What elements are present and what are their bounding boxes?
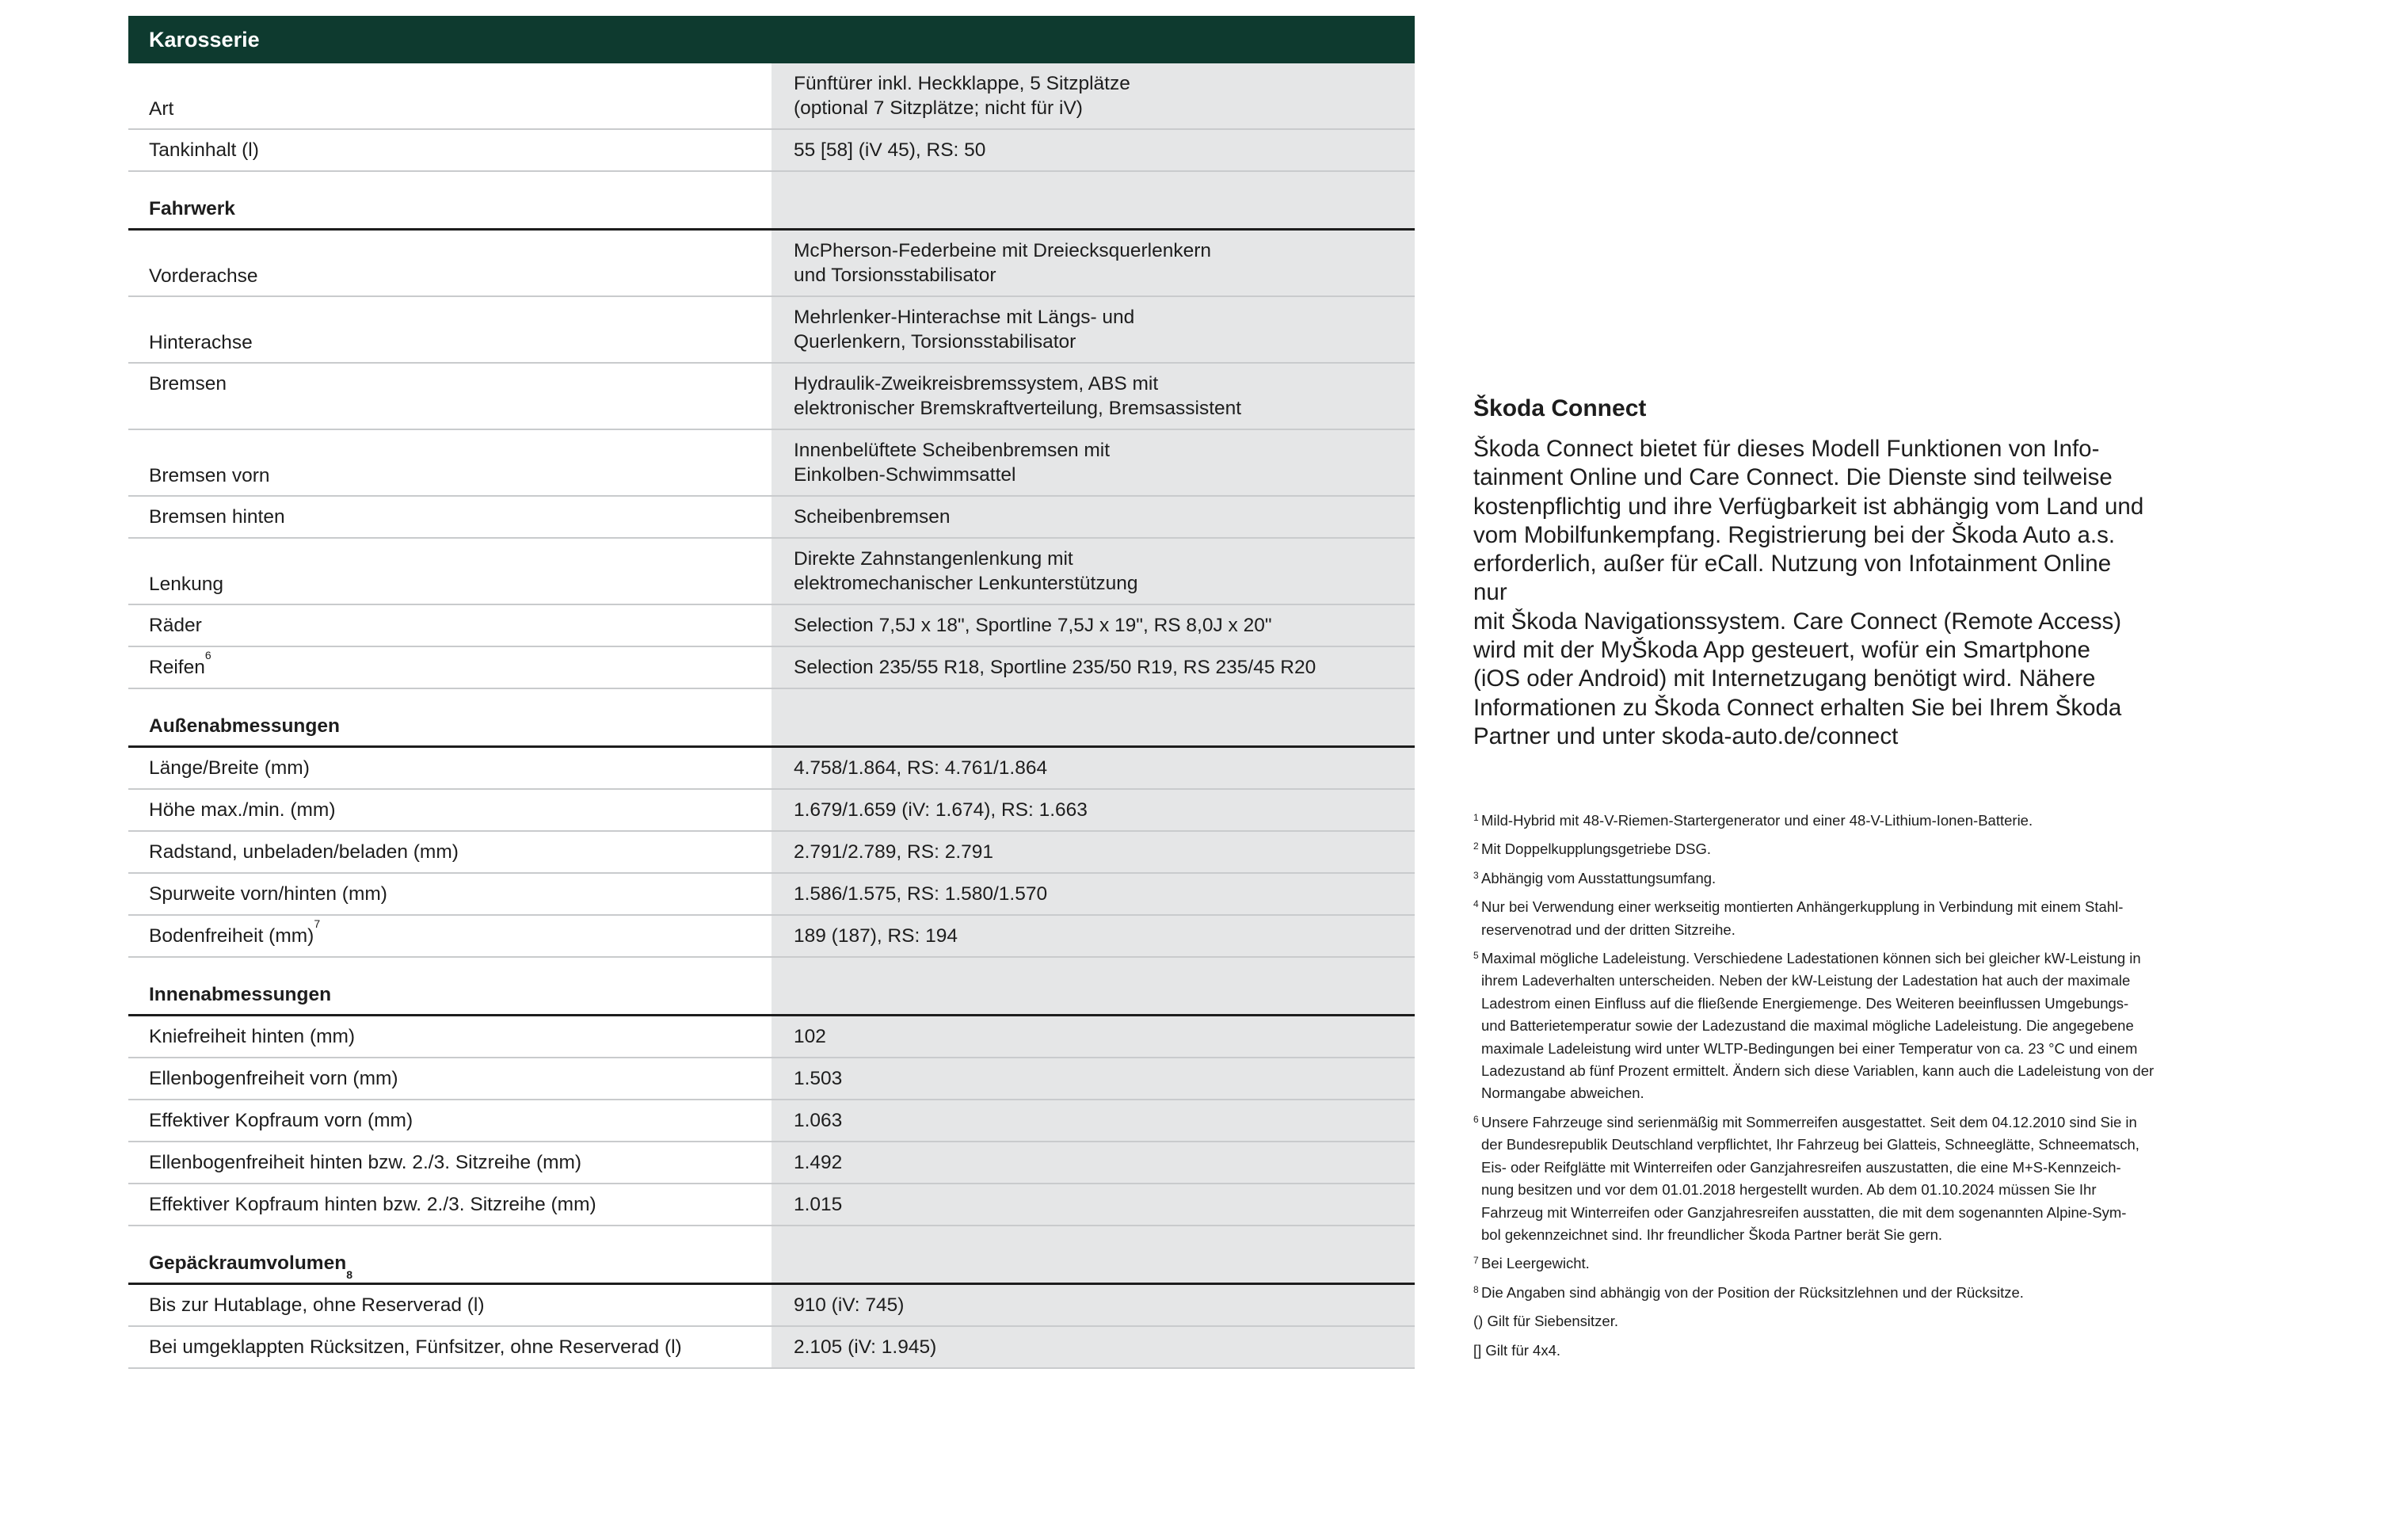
table-row: [128, 1327, 1415, 1369]
table-row: [128, 364, 1415, 430]
row-label: Effektiver Kopfraum vorn (mm): [149, 1110, 413, 1131]
table-row: [128, 1142, 1415, 1184]
section-header-gepaeckraumvolumen: Gepäckraumvolumen 8: [128, 1226, 1415, 1285]
row-label: Hinterachse: [149, 332, 253, 353]
footnote-text: () Gilt für Siebensitzer.: [1473, 1313, 1619, 1330]
row-label: Ellenbogenfreiheit hinten bzw. 2./3. Sitzreihe (mm): [149, 1152, 582, 1173]
row-label: Lenkung: [149, 574, 224, 595]
skoda-connect-text: Škoda Connect bietet für dieses Modell Funktionen von Info- tainment Online und Care Connect. Die Dienste sind teilweise kostenpflichtig und ihre Verfügbarkeit ist abhängig vom Land und vom Mobilfunkempfang. Registrierung bei der Škoda Auto a.s. erforderlich, außer für eCall. Nutzung von Infotainment Online nur mit Škoda Navigationssystem. Care Connect (Remote Access) wird mit der MyŠkoda App gesteuert, wofür ein Smartphone (iOS oder Android) mit Internetzugang benötigt wird. Nähere Informationen zu Škoda Connect erhalten Sie bei Ihrem Škoda Partner und unter skoda-auto.de/connect: [1473, 436, 2144, 749]
row-value: 910 (iV: 745): [772, 1285, 1415, 1325]
footnote-text: [] Gilt für 4x4.: [1473, 1341, 1561, 1359]
row-label: Räder: [149, 615, 202, 636]
footnote: [1473, 1310, 2162, 1332]
row-value: Hydraulik-Zweikreisbremssystem, ABS mit elektronischer Bremskraftverteilung, Bremsassistent: [772, 364, 1415, 429]
footnote: [1473, 947, 2162, 1105]
section-header-fahrwerk: Fahrwerk: [128, 172, 1415, 231]
table-row: [128, 231, 1415, 297]
footnote-text: Die Angaben sind abhängig von der Position der Rücksitzlehnen und der Rücksitze.: [1481, 1283, 2024, 1301]
footnote-text: Mit Doppelkupplungsgetriebe DSG.: [1481, 841, 1711, 858]
row-label: Bremsen hinten: [149, 506, 285, 528]
table-row: [128, 497, 1415, 539]
table-row: [128, 430, 1415, 497]
row-value: 4.758/1.864, RS: 4.761/1.864: [772, 748, 1415, 788]
row-label: Bis zur Hutablage, ohne Reserverad (l): [149, 1294, 485, 1316]
footnote-text: Unsere Fahrzeuge sind serienmäßig mit Sommerreifen ausgestattet. Seit dem 04.12.2010 sind Sie in der Bundesrepublik Deutschland verpflichtet, Ihr Fahrzeug bei Glatteis, Schneeglätte, Schneematsch, Eis- oder Reifglätte mit Winterreifen oder Ganzjahresreifen auszustatten, die eine M+S-Kennzeich- nung besitzen und vor dem 01.01.2018 hergestellt wurden. Ab dem 01.10.2024 müssen Sie Ihr Fahrzeug mit Winterreifen oder Ganzjahresreifen ausstatten, die mit dem sogenannten Alpine-Sym- bol gekennzeichnet sind. Ihr freundlicher Škoda Partner berät Sie gern.: [1481, 1113, 2139, 1243]
skoda-connect-title: Škoda Connect: [1473, 395, 1647, 421]
row-label: Tankinhalt (l): [149, 139, 259, 161]
section-header-karosserie: Karosserie: [128, 16, 1415, 63]
footnotes: [1473, 810, 2162, 1368]
row-value: 1.503: [772, 1058, 1415, 1099]
table-row: [128, 832, 1415, 874]
footnote-mark: 4: [1473, 898, 1479, 910]
table-row: [128, 1285, 1415, 1327]
footnote-mark: 1: [1473, 812, 1479, 823]
table-row: [128, 539, 1415, 605]
footnote-mark: 8: [1473, 1283, 1479, 1295]
table-row: [128, 130, 1415, 172]
row-label: Bodenfreiheit (mm) 7: [149, 917, 321, 947]
footnote: [1473, 838, 2162, 860]
row-value: Fünftürer inkl. Heckklappe, 5 Sitzplätze (optional 7 Sitzplätze; nicht für iV): [772, 63, 1415, 128]
table-row: [128, 790, 1415, 832]
table-row: [128, 1184, 1415, 1226]
row-label: Reifen 6: [149, 649, 211, 678]
row-value: McPherson-Federbeine mit Dreiecksquerlenkern und Torsionsstabilisator: [772, 231, 1415, 295]
footnote-text: Mild-Hybrid mit 48-V-Riemen-Startergenerator und einer 48-V-Lithium-Ionen-Batterie.: [1481, 812, 2033, 829]
row-value: Selection 235/55 R18, Sportline 235/50 R19, RS 235/45 R20: [772, 647, 1415, 688]
row-value: Selection 7,5J x 18", Sportline 7,5J x 19", RS 8,0J x 20": [772, 605, 1415, 646]
footnote: [1473, 867, 2162, 890]
footnote-text: Maximal mögliche Ladeleistung. Verschiedene Ladestationen können sich bei gleicher kW-Leistung in ihrem Ladeverhalten unterscheiden. Neben der kW-Leistung der Ladestation hat auch der maximale Ladestrom einen Einfluss auf die fließende Energiemenge. Des Weiteren beeinflussen Umgebungs- und Batterietemperatur sowie der Ladezustand die maximal mögliche Ladeleistung. Die angegebene maximale Ladeleistung wird unter WLTP-Bedingungen bei einer Temperatur von ca. 23 °C und einem Ladezustand ab fünf Prozent ermittelt. Ändern sich diese Variablen, kann auch die Ladeleistung von der Normangabe abweichen.: [1481, 950, 2155, 1102]
footnote-mark: 3: [1473, 869, 1479, 881]
table-row: [128, 297, 1415, 364]
table-row: [128, 605, 1415, 647]
footnote-text: Abhängig vom Ausstattungsumfang.: [1481, 869, 1716, 886]
table-row: [128, 1100, 1415, 1142]
row-label: Art: [149, 98, 174, 120]
row-value: 55 [58] (iV 45), RS: 50: [772, 130, 1415, 170]
row-label: Spurweite vorn/hinten (mm): [149, 883, 387, 905]
skoda-connect-block: [1473, 394, 2147, 751]
table-row: [128, 1016, 1415, 1058]
row-value: 2.105 (iV: 1.945): [772, 1327, 1415, 1367]
row-value: 1.586/1.575, RS: 1.580/1.570: [772, 874, 1415, 914]
footnote-mark: 2: [1473, 841, 1479, 852]
footnote: [1473, 1282, 2162, 1304]
row-label: Kniefreiheit hinten (mm): [149, 1026, 356, 1047]
spec-table: [128, 16, 1415, 1369]
table-row: [128, 63, 1415, 130]
row-value: Innenbelüftete Scheibenbremsen mit Einkolben-Schwimmsattel: [772, 430, 1415, 495]
footnote-text: Nur bei Verwendung einer werkseitig montierten Anhängerkupplung in Verbindung mit einem Stahl- reservenotrad und der dritten Sitzreihe.: [1481, 898, 2124, 938]
section-header-innenabmessungen: Innenabmessungen: [128, 958, 1415, 1016]
table-row: [128, 647, 1415, 689]
row-value: Mehrlenker-Hinterachse mit Längs- und Querlenkern, Torsionsstabilisator: [772, 297, 1415, 362]
footnote: [1473, 1111, 2162, 1246]
row-value: Scheibenbremsen: [772, 497, 1415, 537]
row-value: 1.492: [772, 1142, 1415, 1183]
footnote-text: Bei Leergewicht.: [1481, 1255, 1590, 1272]
row-value: 2.791/2.789, RS: 2.791: [772, 832, 1415, 872]
row-label: Länge/Breite (mm): [149, 757, 310, 779]
footnote: [1473, 1340, 2162, 1362]
row-label: Bremsen: [149, 373, 227, 395]
table-row: [128, 874, 1415, 916]
row-value: Direkte Zahnstangenlenkung mit elektromechanischer Lenkunterstützung: [772, 539, 1415, 604]
table-row: [128, 916, 1415, 958]
row-label: Bremsen vorn: [149, 465, 270, 486]
footnote: [1473, 896, 2162, 941]
row-label: Bei umgeklappten Rücksitzen, Fünfsitzer, ohne Reserverad (l): [149, 1336, 682, 1358]
footnote-mark: 6: [1473, 1113, 1479, 1125]
footnote: [1473, 1252, 2162, 1275]
footnote-mark: 7: [1473, 1255, 1479, 1267]
footnote: [1473, 810, 2162, 832]
row-label: Effektiver Kopfraum hinten bzw. 2./3. Sitzreihe (mm): [149, 1194, 596, 1215]
row-value: 1.679/1.659 (iV: 1.674), RS: 1.663: [772, 790, 1415, 830]
footnote-mark: 5: [1473, 950, 1479, 962]
row-label: Radstand, unbeladen/beladen (mm): [149, 841, 459, 863]
section-header-aussenabmessungen: Außenabmessungen: [128, 689, 1415, 748]
row-label: Höhe max./min. (mm): [149, 799, 336, 821]
table-row: [128, 1058, 1415, 1100]
row-label: Ellenbogenfreiheit vorn (mm): [149, 1068, 398, 1089]
row-value: 102: [772, 1016, 1415, 1057]
row-value: 1.015: [772, 1184, 1415, 1225]
row-value: 1.063: [772, 1100, 1415, 1141]
row-value: 189 (187), RS: 194: [772, 916, 1415, 956]
table-row: [128, 748, 1415, 790]
row-label: Vorderachse: [149, 265, 258, 287]
